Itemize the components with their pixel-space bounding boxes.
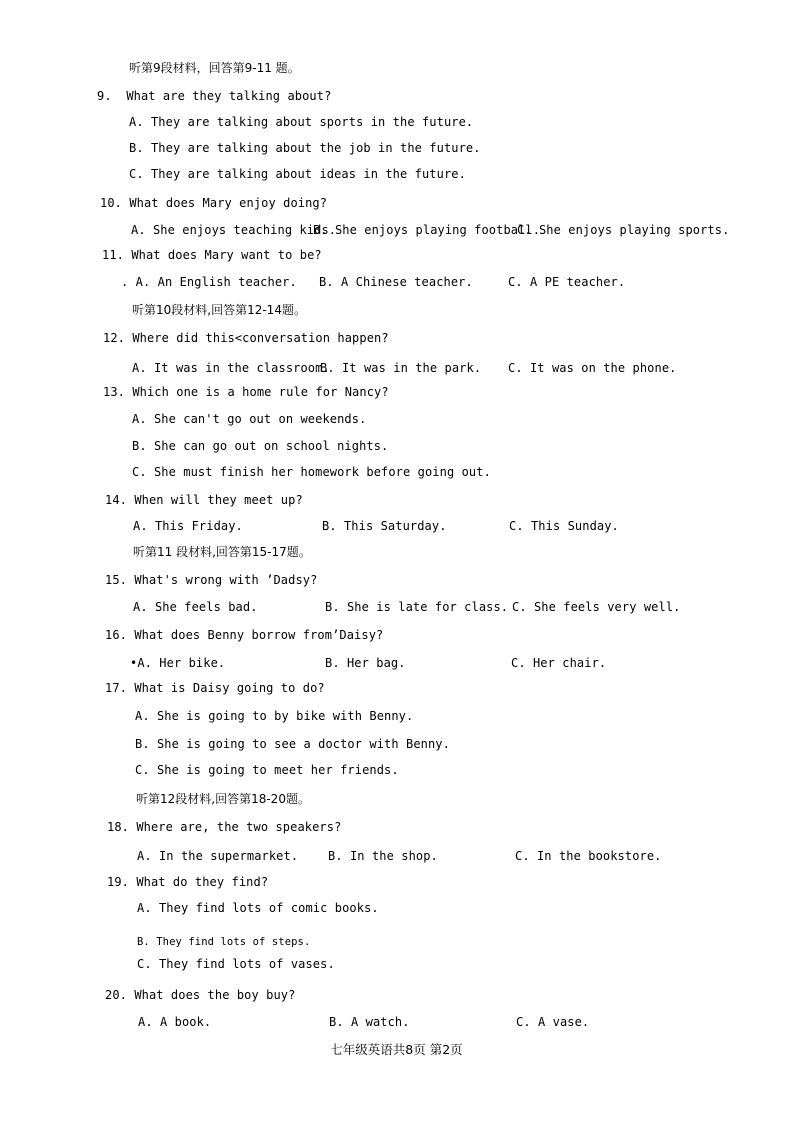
option-9c: C. They are talking about ideas in the future. [129, 167, 466, 181]
question-14: 14. When will they meet up? [105, 493, 303, 507]
option-11b: B. A Chinese teacher. [319, 275, 473, 289]
option-15a: A. She feels bad. [133, 600, 258, 614]
question-16: 16. What does Benny borrow from’Daisy? [105, 628, 384, 642]
section-heading-9: 听第9段材料，回答第9-11 题。 [129, 61, 300, 75]
question-17: 17. What is Daisy going to do? [105, 681, 325, 695]
option-13a: A. She can't go out on weekends. [132, 412, 367, 426]
option-16a: •A. Her bike. [130, 656, 226, 670]
section-heading-10: 听第10段材料,回答第12-14题。 [132, 303, 306, 317]
question-20: 20. What does the boy buy? [105, 988, 296, 1002]
option-13b: B. She can go out on school nights. [132, 439, 389, 453]
option-16c: C. Her chair. [511, 656, 607, 670]
option-10b: B. She enjoys playing football. [313, 223, 541, 237]
question-13: 13. Which one is a home rule for Nancy? [103, 385, 389, 399]
option-10c: C. She enjoys playing sports. [517, 223, 730, 237]
option-20b: B. A watch. [329, 1015, 410, 1029]
section-heading-12: 听第12段材料,回答第18-20题。 [136, 792, 310, 806]
option-19c: C. They find lots of vases. [137, 957, 335, 971]
option-14b: B. This Saturday. [322, 519, 447, 533]
option-14a: A. This Friday. [133, 519, 243, 533]
question-15: 15. What's wrong with ’Dadsy? [105, 573, 318, 587]
option-11c: C. A PE teacher. [508, 275, 626, 289]
option-17b: B. She is going to see a doctor with Benny. [135, 737, 450, 751]
option-13c: C. She must finish her homework before going out. [132, 465, 491, 479]
option-18a: A. In the supermarket. [137, 849, 299, 863]
option-20a: A. A book. [138, 1015, 212, 1029]
option-15b: B. She is late for class. [325, 600, 509, 614]
option-18c: C. In the bookstore. [515, 849, 662, 863]
option-18b: B. In the shop. [328, 849, 438, 863]
option-19a: A. They find lots of comic books. [137, 901, 379, 915]
option-9b: B. They are talking about the job in the future. [129, 141, 481, 155]
option-14c: C. This Sunday. [509, 519, 619, 533]
option-12c: C. It was on the phone. [508, 361, 677, 375]
question-18: 18. Where are, the two speakers? [107, 820, 342, 834]
option-20c: C. A vase. [516, 1015, 590, 1029]
option-12a: A. It was in the classroom. [132, 361, 330, 375]
option-12b: B. It was in the park. [320, 361, 482, 375]
option-17a: A. She is going to by bike with Benny. [135, 709, 414, 723]
question-12: 12. Where did this<conversation happen? [103, 331, 389, 345]
question-10: 10. What does Mary enjoy doing? [100, 196, 328, 210]
option-11a: . A. An English teacher. [121, 275, 297, 289]
section-heading-11: 听第11 段材料,回答第15-17题。 [133, 545, 311, 559]
question-19: 19. What do they find? [107, 875, 269, 889]
option-16b: B. Her bag. [325, 656, 406, 670]
option-19b: B. They find lots of steps. [137, 936, 311, 948]
option-10a: A. She enjoys teaching kids. [131, 223, 337, 237]
question-9: 9. What are they talking about? [97, 89, 332, 103]
question-11: 11. What does Mary want to be? [102, 248, 322, 262]
page-footer: 七年级英语共8页 第2页 [330, 1042, 463, 1057]
option-15c: C. She feels very well. [512, 600, 681, 614]
option-17c: C. She is going to meet her friends. [135, 763, 399, 777]
option-9a: A. They are talking about sports in the future. [129, 115, 474, 129]
